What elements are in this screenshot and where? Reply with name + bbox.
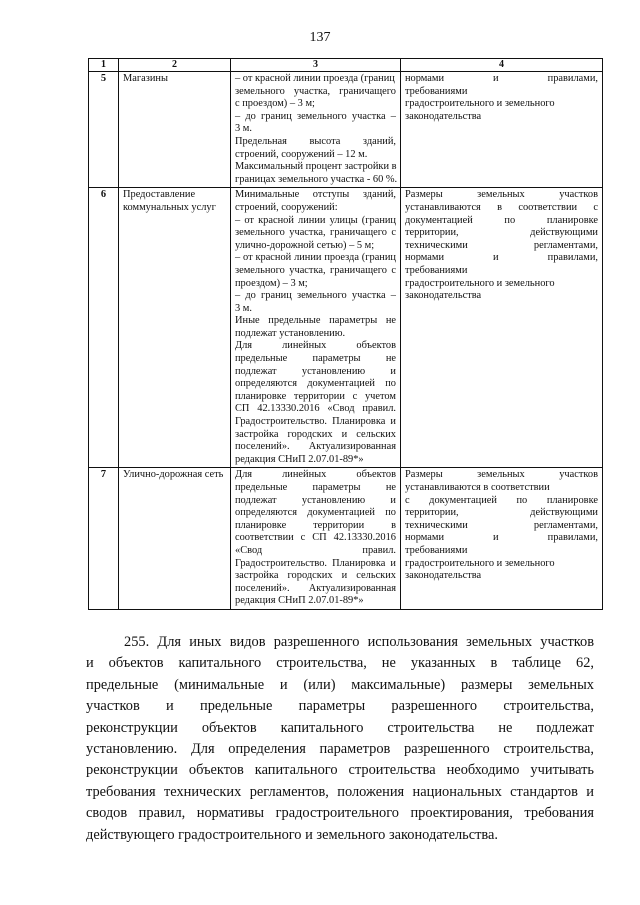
- limit-parameters: [231, 72, 401, 188]
- notes-line: территории, действующими: [405, 227, 598, 239]
- table-row: [89, 188, 603, 468]
- limit-parameters-line: определяются документацией по: [235, 507, 396, 519]
- limit-parameters-line: Минимальные отступы зданий,: [235, 189, 396, 201]
- limit-parameters-line: – от красной линии проезда (границ: [235, 252, 396, 264]
- limit-parameters-line: Иные предельные параметры не: [235, 315, 396, 327]
- limit-parameters-line: Для линейных объектов: [235, 340, 396, 352]
- limit-parameters-line: подлежат установлению и: [235, 365, 396, 377]
- use-type-name-line: Магазины: [123, 73, 168, 84]
- limit-parameters-line: улично-дорожной сетью) – 5 м;: [235, 239, 375, 251]
- limit-parameters-line: определяются документацией по: [235, 378, 396, 390]
- paragraph-line: установлению. Для определения параметров разрешенного строительства,: [86, 741, 594, 758]
- paragraph-line: действующего градостроительного и земельного законодательства.: [86, 826, 498, 843]
- notes: [401, 468, 603, 610]
- paragraph-line: участков и предельные параметры разрешенного строительства,: [86, 698, 594, 715]
- limit-parameters-line: соответствии с СП 42.13330.2016: [235, 532, 396, 544]
- limit-parameters-line: поселений». Актуализированная: [235, 582, 396, 594]
- paragraph-line: требования технических регламентов, положения национальных стандартов и: [86, 783, 594, 800]
- column-header-4: 4: [401, 59, 603, 72]
- limit-parameters-line: подлежат установлению.: [235, 327, 346, 339]
- use-type-name: [119, 468, 231, 610]
- limit-parameters-line: застройка городских и сельских: [235, 570, 396, 582]
- use-type-name-line: коммунальных услуг: [123, 201, 216, 213]
- row-number: 6: [89, 188, 119, 468]
- limit-parameters-line: планировке территории в: [235, 519, 396, 531]
- notes-line: требованиями: [405, 544, 468, 556]
- table-body: [89, 72, 603, 610]
- use-type-name-line: Предоставление: [123, 189, 196, 201]
- limit-parameters-line: – от красной линии улицы (границ: [235, 214, 396, 226]
- use-type-name: [119, 188, 231, 468]
- limit-parameters-line: с проездом) – 3 м;: [235, 98, 315, 110]
- notes-line: законодательства: [405, 290, 482, 302]
- limit-parameters-line: – до границ земельного участка –: [235, 110, 396, 122]
- table-row: [89, 72, 603, 188]
- paragraph-line: реконструкции объектов капитального строительства необходимо учитывать: [86, 762, 594, 779]
- notes: [401, 188, 603, 468]
- paragraph-line: предельные (минимальные и (или) максимальные) размеры земельных: [86, 676, 594, 693]
- paragraph-255: [86, 632, 594, 846]
- limit-parameters-line: Предельная высота зданий,: [235, 135, 396, 147]
- paragraph-line: и объектов капитального строительства, не указанных в таблице 62,: [86, 655, 594, 672]
- use-type-name: [119, 72, 231, 188]
- limit-parameters: [231, 468, 401, 610]
- notes-line: нормами и правилами,: [405, 73, 598, 84]
- notes-line: устанавливаются в соответствии: [405, 482, 550, 493]
- limit-parameters-line: застройка городских и сельских: [235, 428, 396, 440]
- limit-parameters-line: границах земельного участка - 60 %.: [235, 173, 398, 185]
- limit-parameters-line: земельного участка, граничащего с: [235, 264, 396, 276]
- notes-line: Размеры земельных участков: [405, 189, 598, 201]
- limit-parameters-line: земельного участка, граничащего: [235, 85, 396, 97]
- limit-parameters-line: – от красной линии проезда (границ: [235, 73, 395, 84]
- limit-parameters: [231, 188, 401, 468]
- notes-line: нормами и правилами,: [405, 252, 598, 264]
- limit-parameters-line: редакция СНиП 2.07.01-89*»: [235, 453, 364, 465]
- limit-parameters-line: проездом) – 3 м;: [235, 277, 308, 289]
- notes-line: нормами и правилами,: [405, 532, 598, 544]
- limit-parameters-line: Максимальный процент застройки в: [235, 161, 397, 173]
- notes-line: Размеры земельных участков: [405, 469, 598, 481]
- limit-parameters-line: подлежат установлению и: [235, 494, 396, 506]
- limit-parameters-line: Градостроительство. Планировка и: [235, 557, 396, 569]
- notes-line: техническими регламентами,: [405, 239, 598, 251]
- row-number: 5: [89, 72, 119, 188]
- paragraph-line: сводов правил, нормативы градостроительного проектирования, требования: [86, 805, 594, 822]
- limit-parameters-line: земельного участка, граничащего с: [235, 227, 396, 239]
- limit-parameters-line: поселений». Актуализированная: [235, 441, 396, 453]
- limit-parameters-line: строений, сооружений:: [235, 201, 338, 213]
- limit-parameters-line: – до границ земельного участка –: [235, 290, 396, 302]
- notes-line: законодательства: [405, 110, 482, 122]
- notes-line: с документацией по планировке: [405, 494, 598, 506]
- limit-parameters-line: строений, сооружений – 12 м.: [235, 148, 368, 160]
- page-number: 137: [309, 30, 331, 45]
- limit-parameters-line: 3 м.: [235, 302, 252, 314]
- notes-line: требованиями: [405, 264, 468, 276]
- notes-line: требованиями: [405, 85, 468, 97]
- limit-parameters-line: предельные параметры не: [235, 482, 396, 493]
- limit-parameters-line: «Свод правил.: [235, 544, 396, 556]
- notes-line: градостроительного и земельного: [405, 277, 555, 289]
- column-header-2: 2: [119, 59, 231, 72]
- limit-parameters-line: СП 42.13330.2016 «Свод правил.: [235, 403, 396, 415]
- limit-parameters-line: Для линейных объектов: [235, 469, 396, 481]
- table-row: [89, 468, 603, 610]
- notes-line: техническими регламентами,: [405, 519, 598, 531]
- notes-line: градостроительного и земельного: [405, 557, 555, 569]
- use-type-name-line: Улично-дорожная сеть: [123, 469, 224, 481]
- notes-line: градостроительного и земельного: [405, 98, 555, 110]
- limit-parameters-line: редакция СНиП 2.07.01-89*»: [235, 595, 364, 607]
- land-use-table: [88, 58, 603, 610]
- limit-parameters-line: предельные параметры не: [235, 353, 396, 365]
- notes: [401, 72, 603, 188]
- limit-parameters-line: 3 м.: [235, 123, 252, 135]
- notes-line: документацией по планировке: [405, 214, 598, 226]
- notes-line: устанавливаются в соответствии с: [405, 201, 598, 213]
- limit-parameters-line: Градостроительство. Планировка и: [235, 416, 396, 428]
- paragraph-line: 255. Для иных видов разрешенного использования земельных участков: [124, 634, 594, 650]
- notes-line: законодательства: [405, 570, 482, 582]
- limit-parameters-line: планировке территории с учетом: [235, 390, 396, 402]
- table-header-row: [89, 59, 603, 72]
- column-header-1: 1: [89, 59, 119, 72]
- paragraph-line: реконструкции объектов капитального строительства не подлежат: [86, 719, 594, 736]
- row-number: 7: [89, 468, 119, 610]
- notes-line: территории, действующими: [405, 507, 598, 519]
- column-header-3: 3: [231, 59, 401, 72]
